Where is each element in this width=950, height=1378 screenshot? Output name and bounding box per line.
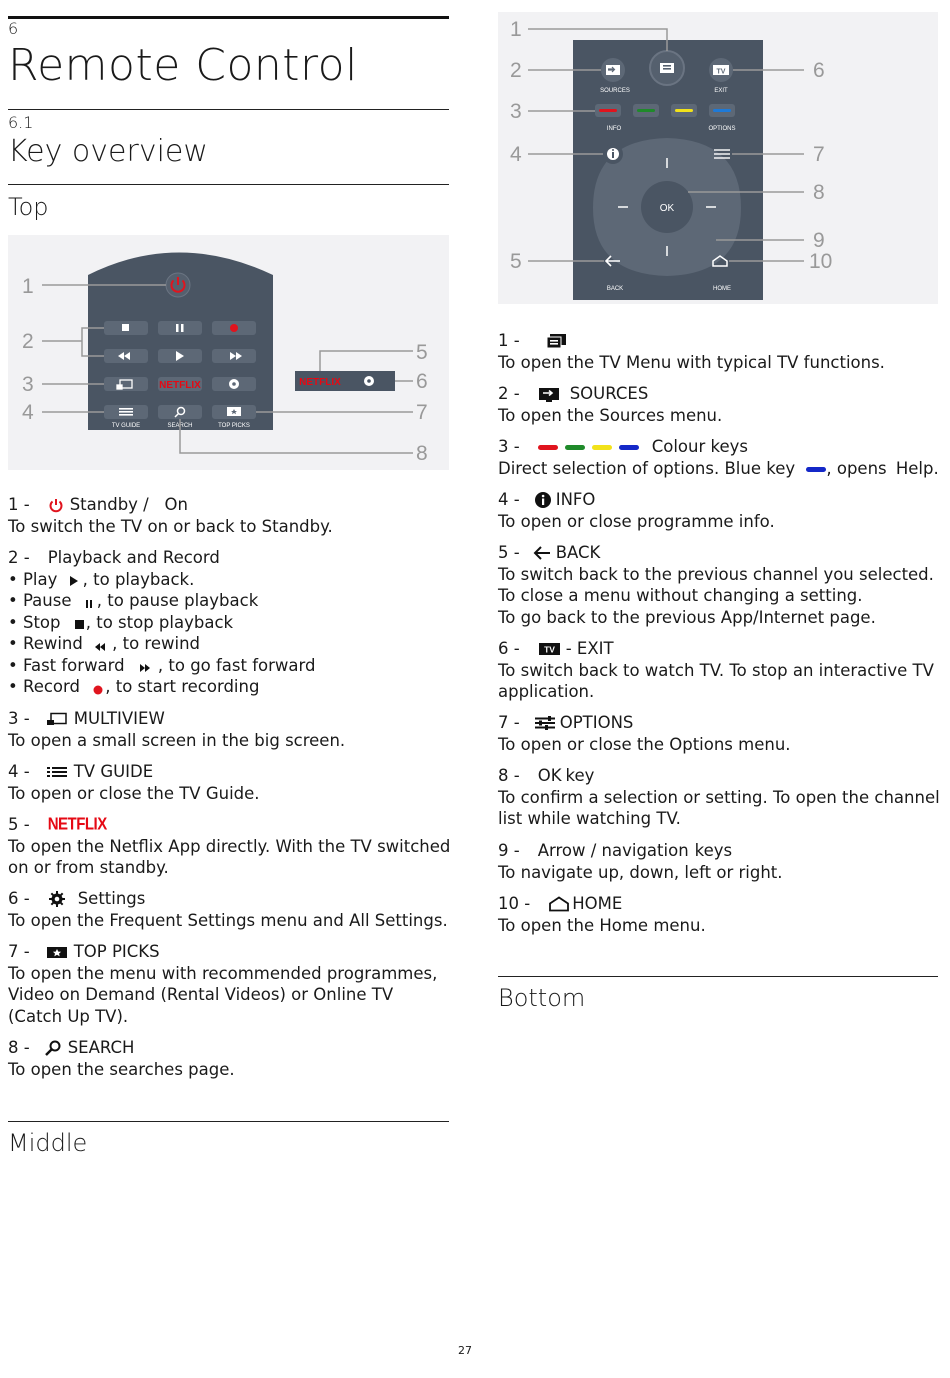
item-line: To open the Frequent Settings menu and All Settings.	[8, 910, 448, 930]
item-line: To switch back to the previous channel you selected.	[498, 564, 934, 584]
right-item-9	[498, 840, 783, 883]
item-title: SOURCES	[569, 384, 649, 403]
item-title: OK	[537, 766, 562, 785]
item-line: To go back to the previous App/Internet page.	[498, 607, 876, 627]
item-line: To open or close the TV Guide.	[8, 783, 260, 803]
callout-2: 2	[22, 330, 34, 353]
record-icon	[85, 681, 105, 695]
item-title-suffix: key	[565, 766, 595, 785]
item-number: 3 -	[498, 437, 520, 456]
middle-remote-figure	[498, 12, 938, 304]
item-title: TOP PICKS	[73, 942, 160, 961]
right-item-1	[498, 330, 885, 373]
item-number: 10 -	[498, 894, 531, 913]
bar-settings-icon	[364, 376, 374, 386]
sources-icon	[538, 386, 560, 402]
left-item-3	[8, 708, 345, 751]
svg-text:TV: TV	[543, 644, 555, 655]
top-rule	[8, 184, 449, 185]
bullet-fast-forward: • Fast forward , to go fast forward	[8, 655, 316, 675]
callout-8: 8	[416, 442, 428, 465]
bullet-play: • Play , to playback.	[8, 569, 195, 589]
item-number: 7 -	[498, 713, 520, 732]
item-number: 1 -	[498, 331, 520, 350]
section-number: 6.1	[8, 113, 34, 132]
rewind-icon	[88, 638, 112, 652]
chapter-number: 6	[8, 19, 19, 38]
item-line: application.	[498, 682, 595, 701]
item-title: - EXIT	[565, 639, 614, 658]
tv-menu-icon	[546, 333, 568, 349]
left-item-1	[8, 494, 333, 537]
tv-guide-icon	[119, 408, 133, 416]
item-line: To close a menu without changing a setting.	[498, 586, 863, 605]
item-title: Standby / On	[69, 495, 188, 514]
play-icon	[63, 573, 83, 587]
item-number: 5 -	[8, 815, 30, 834]
item-line: To open the menu with recommended programmes,	[8, 963, 438, 983]
callout-1: 1	[510, 18, 522, 41]
callout-7: 7	[416, 401, 428, 424]
item-number: 5 -	[498, 543, 520, 562]
callout-6: 6	[416, 370, 428, 393]
item-line: To open or close programme info.	[498, 511, 775, 531]
callout-5: 5	[510, 250, 522, 273]
page-number: 27	[458, 1344, 472, 1357]
item-number: 8 -	[8, 1038, 30, 1057]
bullet-record: • Record , to start recording	[8, 677, 260, 696]
blue-key-icon	[619, 445, 639, 450]
item-title: HOME	[572, 894, 623, 913]
tv-guide-icon	[46, 765, 68, 779]
tv-menu-icon	[660, 63, 674, 73]
right-item-2	[498, 383, 722, 426]
item-title-suffix: keys	[694, 841, 733, 860]
colour-keys-icons	[538, 436, 646, 458]
item-number: 7 -	[8, 942, 30, 961]
tv-icon-text: TV	[716, 68, 726, 76]
item-line: To open the Home menu.	[498, 915, 706, 935]
pause-icon	[77, 595, 97, 609]
top-picks-icon	[227, 407, 241, 416]
top-remote-figure	[8, 235, 449, 470]
blue-key-icon	[806, 467, 826, 472]
right-item-5	[498, 542, 934, 628]
left-item-2	[8, 547, 316, 698]
left-item-6	[8, 888, 448, 931]
item-line: To open the Netflix App directly. With the TV switched	[8, 836, 451, 856]
options-label: OPTIONS	[708, 126, 736, 132]
item-line: on or from standby.	[8, 858, 169, 877]
sources-icon	[606, 65, 620, 75]
record-icon	[230, 324, 238, 332]
info-icon	[534, 491, 552, 509]
item-title: SEARCH	[67, 1038, 135, 1057]
item-line: (Catch Up TV).	[8, 1006, 129, 1026]
item-number: 1 -	[8, 495, 30, 514]
tv-icon	[538, 641, 562, 657]
item-line: To switch the TV on or back to Standby.	[8, 516, 333, 536]
netflix-bar-label: NETFLIX	[299, 377, 341, 388]
middle-heading: Middle	[8, 1129, 88, 1157]
callout-2: 2	[510, 59, 522, 82]
back-icon	[532, 545, 552, 561]
callout-6: 6	[813, 59, 825, 82]
item-title: Playback and Record	[47, 548, 220, 567]
sources-label: SOURCES	[600, 88, 630, 94]
item-title: MULTIVIEW	[73, 709, 165, 728]
bullet-pause: • Pause , to pause playback	[8, 591, 259, 610]
item-title: Arrow / navigation	[537, 841, 689, 860]
fast-forward-icon	[130, 659, 158, 673]
yellow-key-icon	[592, 445, 612, 450]
green-key-icon	[565, 445, 585, 450]
item-number: 8 -	[498, 766, 520, 785]
top-picks-icon	[46, 945, 68, 959]
bullet-rewind: • Rewind , to rewind	[8, 634, 201, 653]
top-picks-label: TOP PICKS	[218, 423, 250, 429]
power-icon	[48, 497, 64, 513]
item-line: To open or close the Options menu.	[498, 734, 791, 754]
callout-9: 9	[813, 229, 825, 252]
info-label: INFO	[606, 126, 622, 132]
exit-label: EXIT	[714, 88, 728, 94]
item-line: To open the Sources menu.	[498, 405, 723, 425]
home-icon	[548, 896, 570, 912]
section-title: Key overview	[8, 134, 208, 169]
bottom-rule	[498, 976, 938, 977]
item-line: To navigate up, down, left or right.	[498, 862, 783, 882]
multiview-icon	[46, 712, 68, 726]
item-number: 2 -	[8, 548, 30, 567]
item-title: Settings	[77, 889, 146, 908]
options-icon	[534, 715, 556, 731]
callout-3: 3	[510, 100, 522, 123]
back-label: BACK	[606, 286, 624, 292]
tv-guide-label: TV GUIDE	[111, 423, 141, 429]
settings-icon	[48, 890, 66, 908]
multiview-key	[104, 377, 148, 391]
item-title: TV GUIDE	[73, 762, 154, 781]
top-heading: Top	[8, 193, 49, 221]
item-number: 9 -	[498, 841, 520, 860]
item-line: To confirm a selection or setting. To open the channel	[498, 787, 940, 807]
settings-icon	[229, 379, 239, 389]
callout-5: 5	[416, 341, 428, 364]
chapter-rule	[8, 16, 449, 19]
info-icon	[607, 148, 619, 160]
item-number: 4 -	[498, 490, 520, 509]
right-item-3	[498, 436, 939, 479]
left-item-5	[8, 814, 450, 879]
item-number: 6 -	[498, 639, 520, 658]
callout-4: 4	[22, 401, 34, 424]
left-item-4	[8, 761, 260, 804]
netflix-logo: NETFLIX	[47, 814, 107, 835]
bottom-heading: Bottom	[498, 984, 586, 1012]
item-number: 6 -	[8, 889, 30, 908]
item-line: Direct selection of options. Blue key , opens Help.	[498, 458, 939, 478]
callout-8: 8	[813, 181, 825, 204]
home-label: HOME	[713, 286, 731, 292]
callout-10: 10	[809, 250, 833, 273]
item-line: To open the TV Menu with typical TV functions.	[498, 352, 885, 372]
item-title: OPTIONS	[559, 713, 634, 732]
item-line: Video on Demand (Rental Videos) or Online TV	[8, 985, 394, 1004]
callout-3: 3	[22, 373, 34, 396]
right-item-10	[498, 893, 706, 936]
section-rule	[8, 109, 449, 110]
search-label: SEARCH	[167, 423, 193, 429]
item-number: 3 -	[8, 709, 30, 728]
ok-label: OK	[659, 203, 675, 214]
right-item-7	[498, 712, 791, 755]
item-title: BACK	[555, 543, 601, 562]
item-line: list while watching TV.	[498, 809, 681, 828]
netflix-key-label: NETFLIX	[159, 380, 201, 391]
item-number: 4 -	[8, 762, 30, 781]
item-line: To open the searches page.	[8, 1059, 235, 1079]
right-item-6	[498, 638, 934, 703]
callout-4: 4	[510, 143, 522, 166]
callout-7: 7	[813, 143, 825, 166]
stop-icon	[66, 616, 86, 630]
item-number: 2 -	[498, 384, 520, 403]
pause-key	[158, 321, 202, 335]
item-title: INFO	[555, 490, 596, 509]
item-line: To open a small screen in the big screen.	[8, 730, 346, 750]
left-item-7	[8, 941, 437, 1027]
stop-icon	[122, 324, 129, 331]
chapter-title: Remote Control	[8, 40, 358, 91]
bullet-stop: • Stop , to stop playback	[8, 612, 234, 632]
right-item-8	[498, 765, 940, 830]
red-key-icon	[538, 445, 558, 450]
callout-1: 1	[22, 275, 34, 298]
search-icon	[44, 1040, 62, 1056]
item-line: To switch back to watch TV. To stop an interactive TV	[498, 660, 934, 680]
item-title: Colour keys	[651, 437, 748, 456]
middle-rule	[8, 1121, 449, 1122]
right-item-4	[498, 489, 775, 532]
left-item-8	[8, 1037, 235, 1080]
